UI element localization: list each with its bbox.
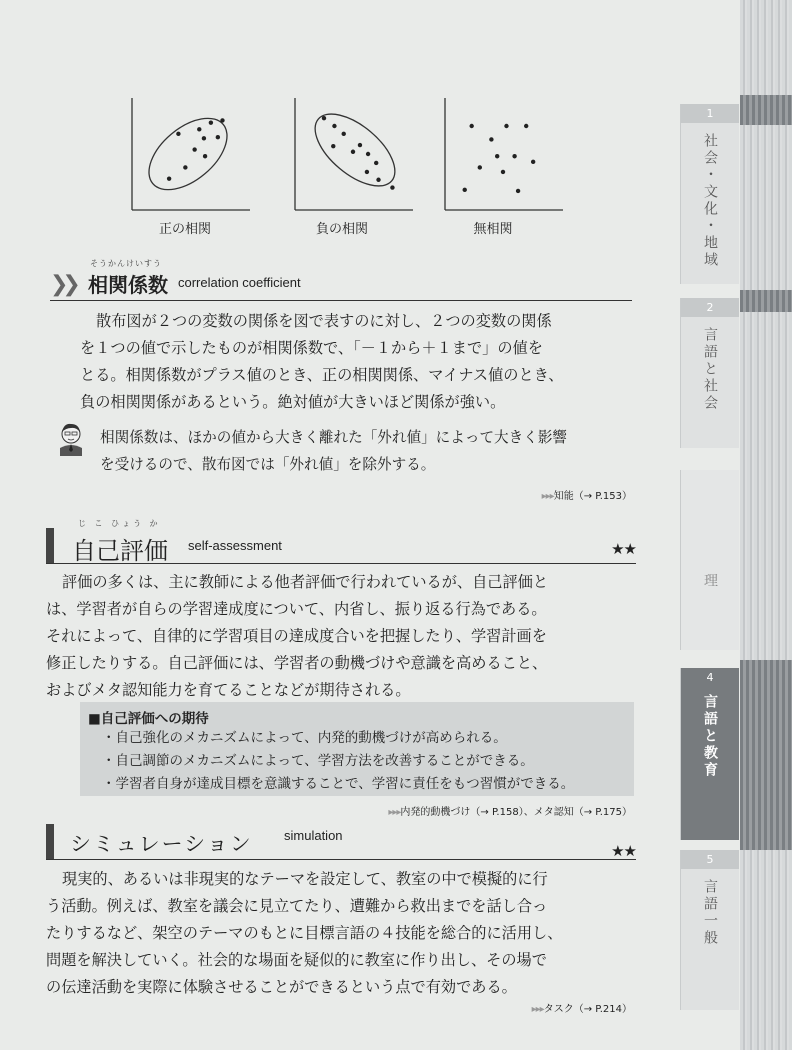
scatter-dot <box>463 188 467 192</box>
scatter-dot <box>504 124 508 128</box>
scatter-positive <box>130 98 250 213</box>
scatter-negative <box>293 98 413 213</box>
text-line: およびメタ認知能力を育てることなどが期待される。 <box>46 681 411 699</box>
importance-stars: ★★ <box>611 842 636 860</box>
scatter-dot <box>469 124 473 128</box>
note-line: を受けるので、散布図では「外れ値」を除外する。 <box>100 456 436 473</box>
scatter-dot <box>220 118 224 122</box>
expectation-box-title: ■自己評価への期待 <box>88 711 209 727</box>
tab-number <box>681 470 739 489</box>
ref-text: タスク（→ P.214） <box>543 1004 632 1015</box>
self-assessment-ref: ▸▸▸内発的動機づけ（→ P.158）、メタ認知（→ P.175） <box>388 807 632 818</box>
text-line: 負の相関関係があるという。絶対値が大きいほど関係が強い。 <box>80 393 506 411</box>
simulation-body <box>46 866 640 1001</box>
self-assessment-en: self-assessment <box>188 538 282 553</box>
text-line: たりするなど、架空のテーマのもとに目標言語の４技能を総合的に活用し、 <box>46 924 563 942</box>
scatter-dot <box>197 127 201 131</box>
importance-stars: ★★ <box>611 540 636 558</box>
self-assessment-title: 自己評価 <box>72 537 168 565</box>
correlation-header <box>50 259 632 301</box>
scatter-dot <box>366 152 370 156</box>
text-line: 散布図が２つの変数の関係を図で表すのに対し、２つの変数の関係 <box>96 312 552 330</box>
simulation-ref: ▸▸▸タスク（→ P.214） <box>531 1004 632 1015</box>
correlation-en: correlation coefficient <box>178 275 301 290</box>
scatter-dot <box>501 170 505 174</box>
correlation-ruby: そうかんけいすう <box>90 259 162 268</box>
text-line: は、学習者が自らの学習達成度について、内省し、振り返る行為である。 <box>46 600 547 618</box>
correlation-note <box>100 424 640 478</box>
page-edges <box>740 0 792 1050</box>
edge-band <box>740 290 792 312</box>
tab-chapter-5[interactable] <box>680 850 739 1010</box>
scatter-dot <box>322 116 326 120</box>
edge-band <box>740 660 792 850</box>
edge-band <box>740 95 792 125</box>
scatter-dot <box>342 132 346 136</box>
scatter-none-label: 無相関 <box>473 222 513 237</box>
tab-label: 社会・文化・地域 <box>702 133 718 269</box>
scatter-dot <box>203 154 207 158</box>
scatter-dot <box>531 160 535 164</box>
correlation-title: 相関係数 <box>88 273 168 297</box>
text-line: う活動。例えば、教室を議会に見立てたり、遭難から救出までを話し合っ <box>46 897 548 915</box>
scatter-dot <box>516 189 520 193</box>
simulation-en: simulation <box>284 828 343 843</box>
scatter-dot <box>331 144 335 148</box>
scatter-dot <box>351 150 355 154</box>
text-line: 修正したりする。自己評価には、学習者の動機づけや意識を高めること、 <box>46 654 548 672</box>
tab-label: 理 <box>702 573 718 590</box>
scatter-dot <box>167 176 171 180</box>
text-line: を１つの値で示したものが相関係数で、「－１から＋１まで」の値を <box>80 339 543 357</box>
ref-text: 内発的動機づけ（→ P.158）、メタ認知（→ P.175） <box>400 807 632 818</box>
tab-number: 1 <box>681 104 739 123</box>
tab-number: 4 <box>706 671 714 684</box>
scatter-dot <box>176 132 180 136</box>
scatter-dot <box>376 178 380 182</box>
self-assessment-ruby: じ こ ひょう か <box>78 519 161 528</box>
scatter-dot <box>332 124 336 128</box>
text-line: 評価の多くは、主に教師による他者評価で行われているが、自己評価と <box>62 573 548 591</box>
scatter-dot <box>192 147 196 151</box>
heading-bar <box>46 824 54 860</box>
tab-number: 5 <box>681 850 739 869</box>
tab-chapter-1[interactable] <box>680 104 739 284</box>
scatter-dot <box>216 135 220 139</box>
heading-rule <box>46 859 636 861</box>
scatter-dot <box>374 161 378 165</box>
simulation-title: シミュレーション <box>70 832 253 856</box>
scatter-none <box>443 98 563 213</box>
scatter-negative-label: 負の相関 <box>315 222 368 237</box>
expectation-box <box>80 702 634 796</box>
note-line: 相関係数は、ほかの値から大きく離れた「外れ値」によって大きく影響 <box>100 429 568 446</box>
text-line: 現実的、あるいは非現実的なテーマを設定して、教室の中で模擬的に行 <box>62 870 548 888</box>
scatter-dot <box>478 165 482 169</box>
tab-chapter-3[interactable] <box>680 470 739 650</box>
expectation-item: ・学習者自身が達成目標を意識することで、学習に責任をもつ習慣ができる。 <box>102 776 575 792</box>
scatter-dot <box>524 124 528 128</box>
scatter-dot <box>365 170 369 174</box>
text-line: それによって、自律的に学習項目の達成度合いを把握したり、学習計画を <box>46 627 547 645</box>
text-line: の伝達活動を実際に体験させることができるという点で有効である。 <box>46 978 517 996</box>
tab-label: 言語一般 <box>702 879 718 947</box>
scatter-dot <box>358 143 362 147</box>
correlation-body <box>80 308 640 416</box>
correlation-ref: ▸▸▸知能（→ P.153） <box>541 491 632 502</box>
scatter-dot <box>390 185 394 189</box>
scatter-dot <box>183 165 187 169</box>
self-assessment-body <box>46 569 640 704</box>
scatter-positive-label: 正の相関 <box>158 222 211 237</box>
scatter-dot <box>202 136 206 140</box>
tab-chapter-4[interactable] <box>680 668 739 840</box>
scatter-dot <box>489 137 493 141</box>
tab-label: 言語と教育 <box>702 694 718 779</box>
tab-label: 言語と社会 <box>702 327 718 412</box>
ref-text: 知能（→ P.153） <box>553 491 632 502</box>
text-line: 問題を解決していく。社会的な場面を疑似的に教室に作り出し、その場で <box>46 951 547 969</box>
expectation-item: ・自己強化のメカニズムによって、内発的動機づけが高められる。 <box>102 730 507 746</box>
scatter-dot <box>495 154 499 158</box>
text-line: とる。相関係数がプラス値のとき、正の相関関係、マイナス値のとき、 <box>80 366 564 384</box>
heading-bar <box>46 528 54 564</box>
double-chevron-icon: ❯❯ <box>50 272 75 297</box>
tab-chapter-2[interactable] <box>680 298 739 448</box>
teacher-avatar-icon <box>56 420 86 456</box>
self-assessment-header <box>46 519 636 565</box>
scatter-dot <box>512 154 516 158</box>
scatter-dot <box>209 120 213 124</box>
simulation-header <box>46 824 636 860</box>
expectation-item: ・自己調節のメカニズムによって、学習方法を改善することができる。 <box>102 753 534 769</box>
tab-number: 2 <box>681 298 739 317</box>
